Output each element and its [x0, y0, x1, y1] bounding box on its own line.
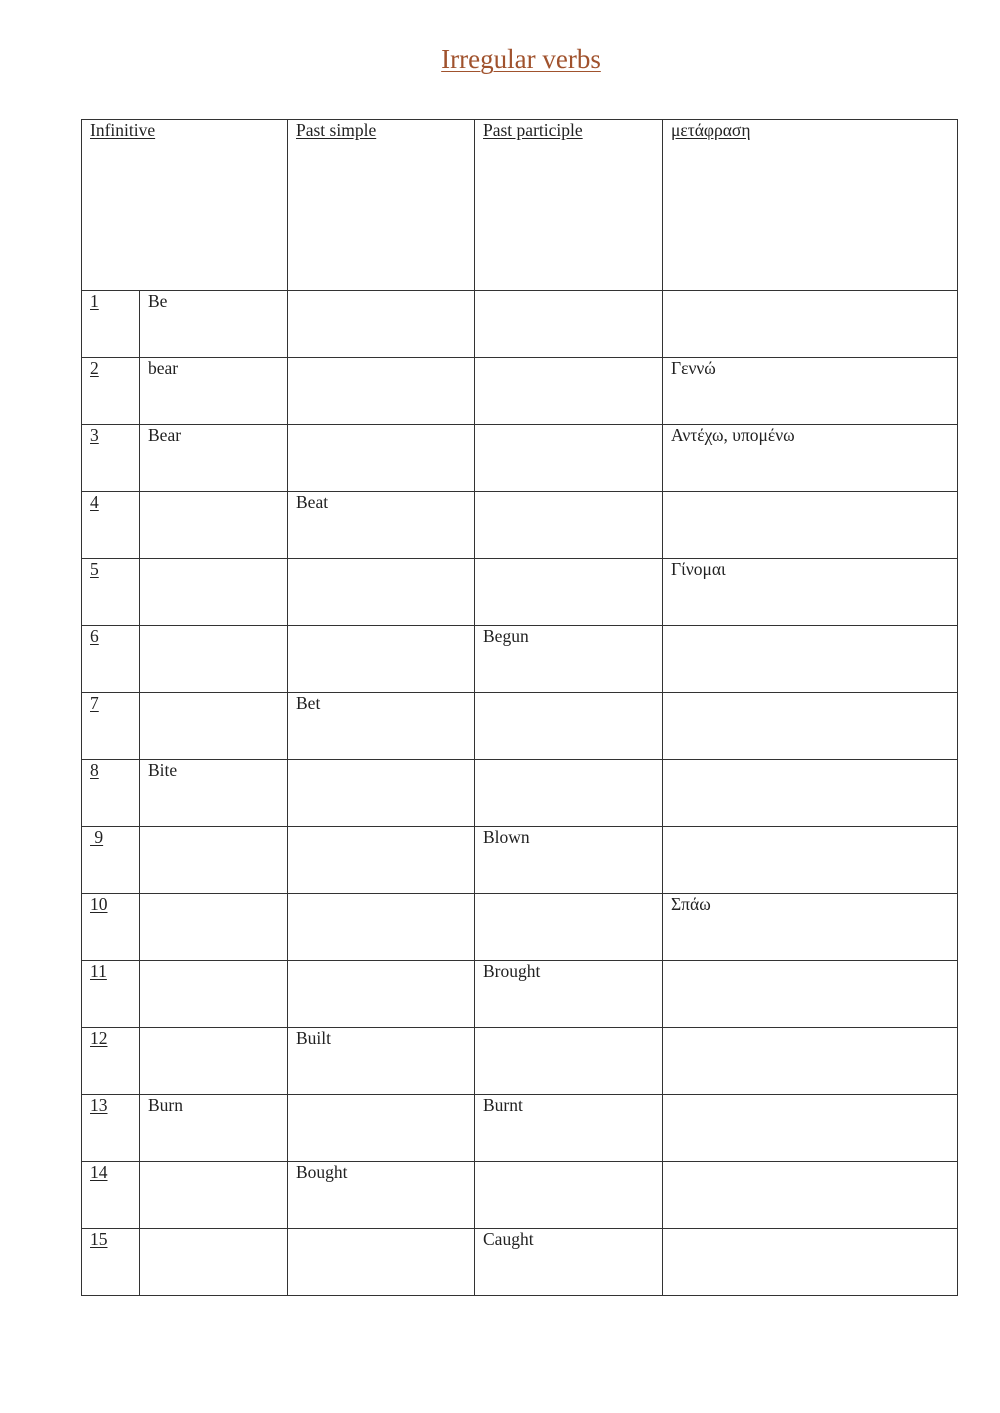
- cell-infinitive: [140, 291, 288, 358]
- cell-past-participle-text: [483, 1162, 654, 1164]
- header-infinitive: Infinitive: [82, 120, 288, 291]
- row-number-text: 13: [90, 1095, 108, 1115]
- cell-translation: [663, 1162, 958, 1229]
- cell-past-simple-text: Built: [296, 1028, 332, 1048]
- cell-past-participle: [475, 626, 663, 693]
- cell-past-simple-text: [296, 425, 466, 427]
- cell-infinitive-text: [148, 626, 279, 628]
- cell-past-simple: [288, 961, 475, 1028]
- cell-translation-text: Γίνομαι: [671, 559, 726, 579]
- cell-past-simple-text: [296, 559, 466, 561]
- cell-infinitive-text: [148, 827, 279, 829]
- cell-past-simple-text: [296, 760, 466, 762]
- cell-past-simple: [288, 894, 475, 961]
- row-number: [82, 894, 140, 961]
- cell-translation-text: [671, 492, 949, 494]
- cell-infinitive: [140, 425, 288, 492]
- cell-infinitive-text: [148, 1229, 279, 1231]
- cell-translation-text: Γεννώ: [671, 358, 716, 378]
- row-number: [82, 358, 140, 425]
- table-row: [82, 626, 958, 693]
- cell-translation-text: [671, 1162, 949, 1164]
- cell-past-participle: [475, 358, 663, 425]
- cell-translation: [663, 626, 958, 693]
- cell-infinitive-text: Burn: [148, 1095, 183, 1115]
- cell-past-simple: [288, 291, 475, 358]
- cell-past-participle: [475, 1229, 663, 1296]
- row-number: [82, 559, 140, 626]
- cell-translation: [663, 559, 958, 626]
- cell-translation-text: [671, 1028, 949, 1030]
- cell-infinitive: [140, 358, 288, 425]
- cell-past-simple: [288, 358, 475, 425]
- cell-past-participle-text: [483, 425, 654, 427]
- cell-past-participle-text: Caught: [483, 1229, 534, 1249]
- cell-infinitive: [140, 559, 288, 626]
- header-translation: μετάφραση: [663, 120, 958, 291]
- cell-past-participle: [475, 1095, 663, 1162]
- row-number-text: 7: [90, 693, 99, 713]
- cell-translation-text: [671, 1095, 949, 1097]
- cell-past-simple-text: [296, 961, 466, 963]
- cell-past-simple: [288, 425, 475, 492]
- row-number-text: 3: [90, 425, 99, 445]
- cell-past-participle: [475, 1162, 663, 1229]
- table-row: [82, 1095, 958, 1162]
- header-past-participle: Past participle: [475, 120, 663, 291]
- table-row: [82, 1028, 958, 1095]
- cell-past-participle-text: Begun: [483, 626, 529, 646]
- cell-infinitive: [140, 1095, 288, 1162]
- table-row: [82, 559, 958, 626]
- row-number-text: 4: [90, 492, 99, 512]
- cell-infinitive-text: [148, 1162, 279, 1164]
- cell-translation: [663, 1229, 958, 1296]
- table-row: [82, 894, 958, 961]
- cell-infinitive-text: [148, 1028, 279, 1030]
- cell-past-simple-text: Bought: [296, 1162, 348, 1182]
- cell-past-participle-text: [483, 760, 654, 762]
- table-row: [82, 492, 958, 559]
- cell-infinitive: [140, 626, 288, 693]
- cell-past-participle: [475, 1028, 663, 1095]
- cell-past-participle: [475, 492, 663, 559]
- row-number-text: 1: [90, 291, 99, 311]
- cell-past-simple: [288, 1095, 475, 1162]
- cell-past-simple-text: [296, 894, 466, 896]
- cell-past-simple-text: [296, 626, 466, 628]
- table-row: [82, 827, 958, 894]
- cell-past-simple: [288, 559, 475, 626]
- cell-past-simple-text: [296, 1229, 466, 1231]
- cell-past-simple: [288, 693, 475, 760]
- cell-past-participle: [475, 291, 663, 358]
- cell-translation-text: [671, 760, 949, 762]
- cell-past-participle-text: [483, 358, 654, 360]
- cell-translation: [663, 1095, 958, 1162]
- row-number-text: 6: [90, 626, 99, 646]
- cell-infinitive-text: [148, 559, 279, 561]
- cell-infinitive: [140, 760, 288, 827]
- table-row: [82, 358, 958, 425]
- cell-past-simple-text: [296, 291, 466, 293]
- row-number-text: 10: [90, 894, 108, 914]
- cell-infinitive-text: [148, 492, 279, 494]
- cell-translation: [663, 1028, 958, 1095]
- row-number-text: 5: [90, 559, 99, 579]
- cell-past-simple-text: [296, 827, 466, 829]
- row-number: [82, 961, 140, 1028]
- cell-translation: [663, 425, 958, 492]
- cell-infinitive: [140, 961, 288, 1028]
- row-number: [82, 760, 140, 827]
- cell-translation-text: [671, 626, 949, 628]
- cell-past-participle-text: [483, 492, 654, 494]
- cell-past-participle-text: Burnt: [483, 1095, 523, 1115]
- row-number: [82, 291, 140, 358]
- cell-past-simple: [288, 1162, 475, 1229]
- cell-translation-text: [671, 827, 949, 829]
- cell-past-simple-text: Beat: [296, 492, 329, 512]
- cell-infinitive-text: bear: [148, 358, 179, 378]
- header-past-simple: Past simple: [288, 120, 475, 291]
- cell-infinitive: [140, 492, 288, 559]
- row-number: [82, 626, 140, 693]
- cell-past-participle: [475, 894, 663, 961]
- cell-translation-text: [671, 693, 949, 695]
- cell-infinitive-text: Bite: [148, 760, 178, 780]
- cell-past-simple-text: Bet: [296, 693, 321, 713]
- table-row: [82, 961, 958, 1028]
- cell-infinitive: [140, 1162, 288, 1229]
- cell-infinitive: [140, 1028, 288, 1095]
- cell-infinitive-text: Be: [148, 291, 168, 311]
- row-number: [82, 1162, 140, 1229]
- cell-translation: [663, 492, 958, 559]
- row-number-text: 11: [90, 961, 107, 981]
- cell-past-participle-text: [483, 559, 654, 561]
- cell-infinitive: [140, 693, 288, 760]
- cell-translation: [663, 358, 958, 425]
- cell-translation-text: [671, 1229, 949, 1231]
- cell-past-participle: [475, 425, 663, 492]
- cell-past-simple: [288, 492, 475, 559]
- table-row: [82, 760, 958, 827]
- cell-past-simple: [288, 626, 475, 693]
- cell-past-participle-text: [483, 894, 654, 896]
- cell-past-participle-text: Blown: [483, 827, 530, 847]
- cell-infinitive-text: Bear: [148, 425, 182, 445]
- row-number: [82, 1095, 140, 1162]
- cell-infinitive: [140, 1229, 288, 1296]
- cell-past-participle: [475, 693, 663, 760]
- row-number: [82, 492, 140, 559]
- cell-past-participle: [475, 760, 663, 827]
- row-number: [82, 827, 140, 894]
- cell-translation-text: Αντέχω, υπομένω: [671, 425, 795, 445]
- table-row: [82, 693, 958, 760]
- cell-translation-text: Σπάω: [671, 894, 711, 914]
- cell-past-participle: [475, 559, 663, 626]
- cell-translation: [663, 827, 958, 894]
- row-number-text: 15: [90, 1229, 108, 1249]
- row-number: [82, 1229, 140, 1296]
- cell-past-simple: [288, 1028, 475, 1095]
- row-number-text: 14: [90, 1162, 108, 1182]
- cell-translation: [663, 760, 958, 827]
- cell-past-participle-text: Brought: [483, 961, 541, 981]
- cell-translation: [663, 961, 958, 1028]
- cell-translation: [663, 894, 958, 961]
- cell-past-simple: [288, 760, 475, 827]
- cell-past-participle: [475, 961, 663, 1028]
- row-number: [82, 425, 140, 492]
- cell-infinitive: [140, 894, 288, 961]
- cell-translation: [663, 291, 958, 358]
- table-row: [82, 1162, 958, 1229]
- cell-past-participle-text: [483, 693, 654, 695]
- row-number-text: 2: [90, 358, 99, 378]
- cell-past-simple-text: [296, 358, 466, 360]
- row-number: [82, 1028, 140, 1095]
- page-title: Irregular verbs: [441, 44, 601, 74]
- cell-past-simple: [288, 1229, 475, 1296]
- cell-translation-text: [671, 961, 949, 963]
- table-row: [82, 1229, 958, 1296]
- table-row: [82, 291, 958, 358]
- cell-infinitive-text: [148, 693, 279, 695]
- row-number-text: 12: [90, 1028, 108, 1048]
- cell-infinitive-text: [148, 894, 279, 896]
- cell-infinitive: [140, 827, 288, 894]
- row-number-text: 8: [90, 760, 99, 780]
- table-header-row: [82, 120, 958, 291]
- cell-past-simple-text: [296, 1095, 466, 1097]
- cell-past-simple: [288, 827, 475, 894]
- row-number-text: 9: [90, 827, 104, 847]
- cell-translation-text: [671, 291, 949, 293]
- row-number: [82, 693, 140, 760]
- cell-translation: [663, 693, 958, 760]
- cell-infinitive-text: [148, 961, 279, 963]
- cell-past-participle-text: [483, 291, 654, 293]
- cell-past-participle-text: [483, 1028, 654, 1030]
- verbs-table: [81, 119, 958, 1296]
- table-row: [82, 425, 958, 492]
- cell-past-participle: [475, 827, 663, 894]
